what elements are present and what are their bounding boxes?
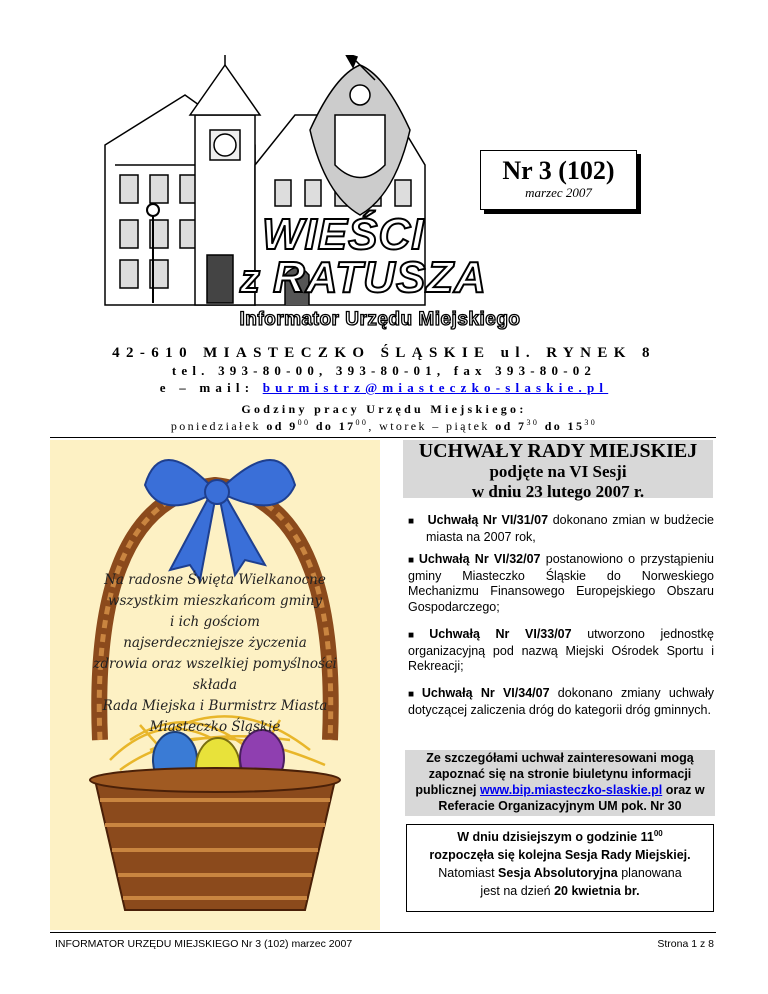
hours-title: Godziny pracy Urzędu Miejskiego:: [241, 402, 527, 416]
resolution-text: postanowiono o przystąpieniu gminy Miasteczko Śląskie do Norweskiego Mechanizmu Finansowego Europejskiego Obszaru Gospodarczego;: [408, 552, 714, 614]
resolution-item: [408, 686, 714, 718]
article-headline-box: [403, 440, 713, 501]
bullet-icon: ■: [408, 689, 419, 700]
resolution-text: dokonano zmiany uchwały dotyczącej zaliczenia dróg do kategorii dróg gminnych.: [408, 686, 714, 717]
article-headline: UCHWAŁY RADY MIEJSKIEJ: [418, 440, 698, 462]
subtitle-band: [175, 306, 585, 334]
greeting-line: wszystkim mieszkańcom gminy: [107, 593, 323, 609]
session-text: planowana: [617, 866, 682, 881]
footer-page-number: Strona 1 z 8: [657, 938, 714, 950]
session-sup: 00: [653, 829, 663, 838]
session-line: rozpoczęła się kolejna Sesja Rady Miejskiej.: [429, 848, 691, 863]
session-line: [407, 825, 713, 846]
hours-sup4: 30: [584, 418, 598, 427]
hours-to1: do 17: [315, 419, 356, 433]
article-date: w dniu 23 lutego 2007 r.: [471, 482, 645, 501]
footer-divider: [50, 932, 716, 933]
info-text: Ze szczegółami uchwał zainteresowani mogą zapoznać się na stronie biuletynu informacji publicznej: [415, 751, 694, 797]
session-text: jest na dzień: [480, 884, 555, 899]
hours-day1: poniedziałek: [170, 419, 261, 433]
resolution-text: utworzono jednostkę organizacyjną pod nazwą Miejski Ośrodek Sportu i Rekreacji;: [408, 627, 714, 673]
title-z: z: [240, 257, 261, 301]
bullet-icon: ■: [408, 630, 427, 641]
hours-line: [0, 418, 768, 434]
info-text-end: oraz w Referacie Organizacyjnym UM pok. Nr 30: [438, 783, 705, 813]
session-line: [407, 864, 713, 882]
greeting-line: Na radosne Święta Wielkanocne: [104, 572, 326, 588]
hours-to2: do 15: [544, 419, 585, 433]
header-divider: [50, 437, 716, 438]
greeting-line: zdrowia oraz wszelkiej pomyślności: [93, 656, 337, 672]
resolution-label: Uchwałą Nr VI/34/07: [421, 686, 550, 700]
resolution-item: [408, 552, 714, 615]
resolution-item: [408, 513, 714, 545]
greeting-line: Miasteczko Śląskie: [149, 719, 281, 735]
resolution-label: Uchwałą Nr VI/31/07: [427, 513, 549, 527]
hours-from1: od 9: [266, 419, 298, 433]
info-box: [405, 750, 715, 816]
issue-date: marzec 2007: [525, 185, 592, 200]
greeting-line: składa: [192, 677, 238, 693]
phone-line: tel. 393-80-00, 393-80-01, fax 393-80-02: [171, 363, 597, 378]
hours-sup3: 30: [526, 418, 540, 427]
bullet-icon: ■: [408, 555, 416, 566]
title-ratusza: RATUSZA: [273, 253, 487, 302]
address-line: 42-610 MIASTECZKO ŚLĄSKIE ul. RYNEK 8: [112, 345, 656, 361]
resolution-item: [408, 627, 714, 675]
greeting-line: Rada Miejska i Burmistrz Miasta: [102, 698, 328, 714]
email-link[interactable]: burmistrz@miasteczko-slaskie.pl: [262, 380, 609, 395]
hours-mid: , wtorek – piątek: [368, 419, 490, 433]
greeting-line: i ich gościom: [170, 614, 260, 630]
email-prefix: e – mail:: [159, 380, 255, 395]
greeting-line: najserdeczniejsze życzenia: [123, 635, 307, 651]
email-line: [0, 380, 768, 396]
masthead-subtitle: Informator Urzędu Miejskiego: [239, 309, 521, 330]
bip-link[interactable]: www.bip.miasteczko-slaskie.pl: [479, 783, 663, 797]
issue-number: Nr 3 (102): [502, 156, 615, 185]
session-box: [406, 824, 714, 912]
session-name: Sesja Absolutoryjna: [498, 866, 618, 881]
hours-sup1: 00: [297, 418, 311, 427]
hours-sup2: 00: [355, 418, 369, 427]
session-text: Natomiast: [438, 866, 499, 881]
title-wiesci: WIEŚCI: [262, 210, 425, 259]
easter-greeting: [50, 570, 380, 738]
resolution-text: dokonano zmian w budżecie miasta na 2007 rok,: [426, 513, 714, 544]
article-subheadline: podjęte na VI Sesji: [489, 462, 627, 481]
resolution-label: Uchwałą Nr VI/33/07: [429, 627, 572, 641]
easter-card: [50, 440, 380, 930]
hours-from2: od 7: [495, 419, 527, 433]
issue-box: [480, 150, 637, 210]
session-date: 20 kwietnia br.: [554, 884, 640, 899]
resolution-label: Uchwałą Nr VI/32/07: [418, 552, 541, 566]
bullet-icon: ■: [408, 516, 416, 527]
footer-publication: INFORMATOR URZĘDU MIEJSKIEGO Nr 3 (102) marzec 2007: [55, 938, 353, 950]
session-line: [407, 882, 713, 900]
session-time: W dniu dzisiejszym o godzinie 11: [457, 830, 654, 845]
